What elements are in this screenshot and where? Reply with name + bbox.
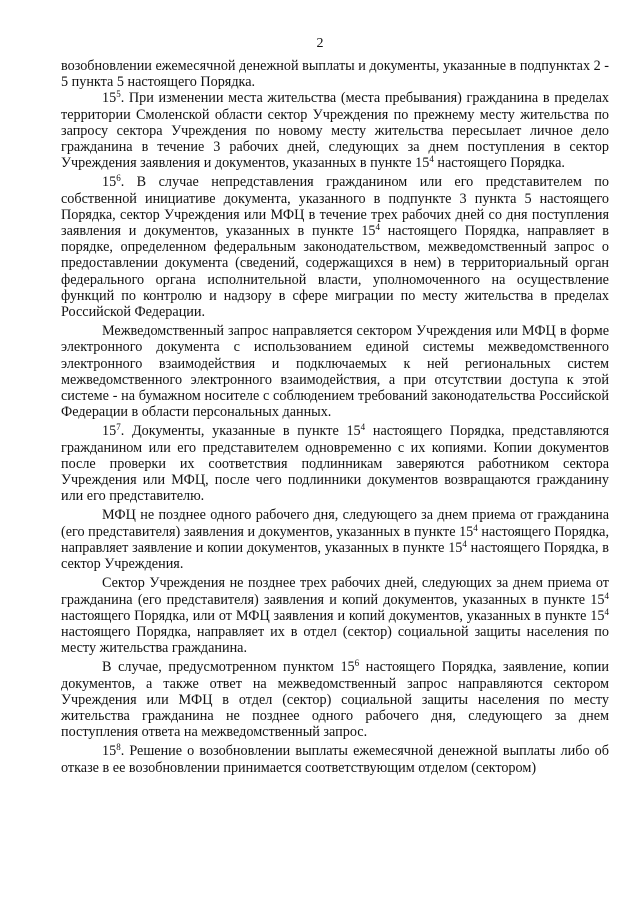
text-run: Сектор Учреждения не позднее трех рабочих дней, следующих за днем приема от гражданина (его представителя) заявления и копий документов, указанных в пункте 15 [61,575,609,608]
text-run: настоящего Порядка, направляет заявление и копии документов, указанных в пункте 15 [61,523,609,556]
text-run: настоящего Порядка, в сектор Учреждения. [61,539,610,573]
text-run: . При изменении места жительства (места пребывания) гражданина в пределах территории Смоленской области сектор Учреждения по прежнему месту жительства по запросу сектора Учреждения по новому месту жительства пересылает личное дело гражданина в течение 3 рабочих дней, следующих за днем поступления в сектор Учреждения заявления и документов, указанных в пункте 15 [61,90,609,172]
text-run: 15 [102,90,117,107]
page-number: 2 [316,36,324,51]
superscript: 4 [375,222,380,233]
paragraph [61,507,609,572]
paragraph [61,174,609,320]
superscript: 7 [116,422,121,433]
paragraph [61,659,609,740]
paragraph [61,58,609,90]
text-run: . В случае непредставления гражданином или его представителем по собственной инициативе документа, указанного в подпункте 3 пункта 5 настоящего Порядка, сектор Учреждения или МФЦ в течение трех рабочих дней со дня поступления заявления и документов, указанных в пункте 15 [61,174,609,240]
text-run: настоящего Порядка, направляет в порядке, определенном федеральным законодательством, межведомственный запрос о предоставлении документа (сведений, содержащихся в нем) в территориальный орган федерального органа исполнительной власти, уполномоченного на осуществление функций по контролю и надзору в сфере миграции по месту жительства в пределах Российской Федерации. [61,223,609,321]
superscript: 6 [116,173,121,184]
text-run: возобновлении ежемесячной денежной выплаты и документы, указанные в подпунктах 2 - 5 пункта 5 настоящего Порядка. [61,58,609,91]
text-run: настоящего Порядка, представляются гражданином или его представителем одновременно с их копиями. Копии документов после проверки их соответствия подлинникам заверяются работником сектора Учреждения или МФЦ, после чего подлинники документов возвращаются гражданину или его представителю. [61,423,609,505]
body-text [61,58,609,776]
text-run: 15 [102,743,117,760]
superscript: 4 [360,422,366,433]
text-run: МФЦ не позднее одного рабочего дня, следующего за днем приема от гражданина (его представителя) заявления и документов, указанных в пункте 15 [61,507,609,540]
superscript: 4 [473,522,478,533]
paragraph [61,323,609,420]
superscript: 6 [354,658,360,669]
text-run: настоящего Порядка, направляет их в отдел (сектор) социальной защиты населения по месту жительства гражданина. [61,623,609,657]
text-run: настоящего Порядка, заявление, копии документов, а также ответ на межведомственный запрос направляются сектором Учреждения или МФЦ в отдел (сектор) социальной защиты населения по месту жительства гражданина не позднее одного рабочего дня, следующего за днем поступления ответа на межведомственный запрос. [61,659,609,741]
paragraph [61,423,609,504]
superscript: 4 [604,606,609,617]
superscript: 8 [116,742,121,753]
superscript: 5 [116,89,121,100]
paragraph [61,90,609,171]
text-run: 15 [102,174,117,191]
text-run: Межведомственный запрос направляется сектором Учреждения или МФЦ в форме электронного документа с использованием единой системы межведомственного электронного взаимодействия и подключаемых к ней региональных систем межведомственного электронного взаимодействия, а при отсутствии доступа к этой системе - на бумажном носителе с соблюдением требований законодательства Российской Федерации в области персональных данных. [61,323,609,421]
text-run: . Документы, указанные в пункте 15 [120,423,361,440]
text-run: 15 [102,423,117,440]
superscript: 4 [429,154,434,165]
paragraph [61,575,609,656]
text-run: настоящего Порядка, или от МФЦ заявления и копий документов, указанных в пункте 15 [61,607,605,624]
superscript: 4 [604,590,609,601]
text-run: . Решение о возобновлении выплаты ежемесячной денежной выплаты либо об отказе в ее возобновлении принимается соответствующим отделом (сектором) [61,743,609,776]
paragraph [61,743,609,775]
text-run: В случае, предусмотренном пунктом 15 [102,659,355,676]
text-run: настоящего Порядка. [433,155,565,172]
superscript: 4 [462,538,467,549]
